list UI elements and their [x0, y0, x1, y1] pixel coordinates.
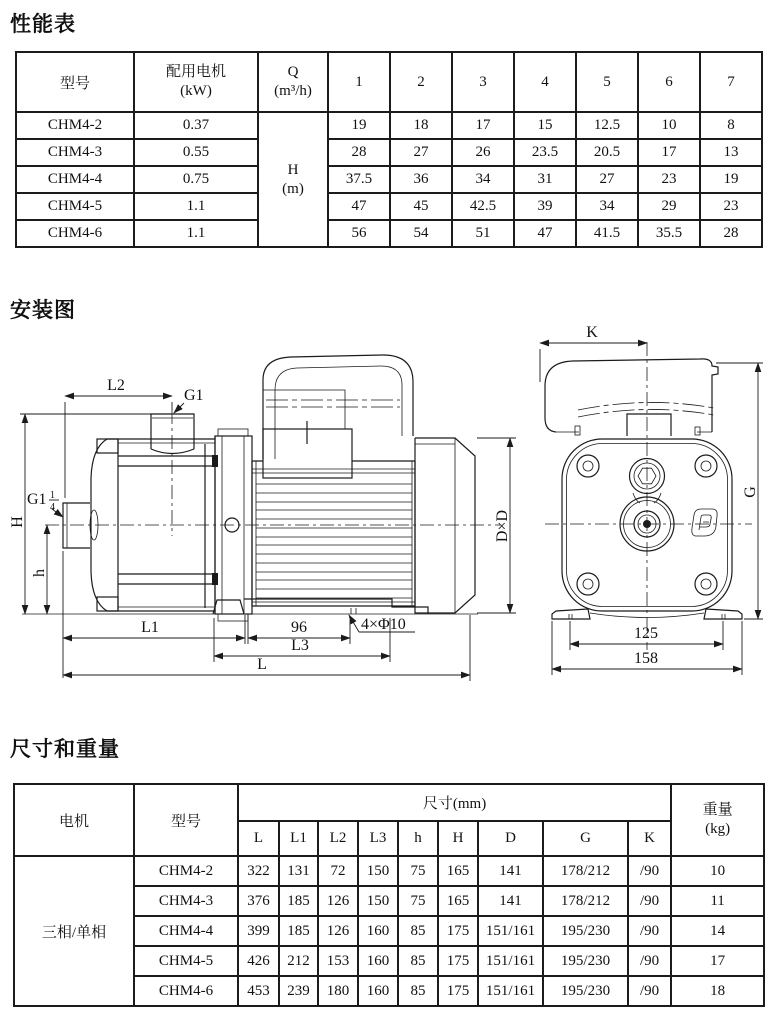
value-cell: /90	[628, 916, 671, 946]
value-cell: 15	[514, 112, 576, 139]
dim-label-96: 96	[291, 619, 307, 636]
value-cell: 126	[318, 916, 358, 946]
value-cell: 18	[390, 112, 452, 139]
table-row	[14, 856, 764, 886]
col-G: G	[543, 821, 628, 856]
table-row	[16, 220, 762, 247]
value-cell: 151/161	[478, 976, 543, 1006]
weight-cell: 18	[671, 976, 764, 1006]
weight-cell: 10	[671, 856, 764, 886]
value-cell: 131	[279, 856, 318, 886]
col-D: D	[478, 821, 543, 856]
col-flow-1: 1	[328, 52, 390, 112]
dim-label-H: H	[9, 516, 26, 528]
value-cell: 56	[328, 220, 390, 247]
value-cell: 426	[238, 946, 279, 976]
value-cell: 27	[390, 139, 452, 166]
value-cell: 178/212	[543, 886, 628, 916]
table-row	[16, 166, 762, 193]
dimensions-table	[13, 783, 765, 1007]
model-cell: CHM4-6	[16, 220, 134, 247]
value-cell: 195/230	[543, 976, 628, 1006]
pump-side-view	[22, 355, 500, 621]
value-cell: 23.5	[514, 139, 576, 166]
model-cell: CHM4-2	[16, 112, 134, 139]
value-cell: 35.5	[638, 220, 700, 247]
value-cell: 180	[318, 976, 358, 1006]
value-cell: 39	[514, 193, 576, 220]
value-cell: 8	[700, 112, 762, 139]
dim-label-DxD: D×D	[494, 509, 511, 543]
value-cell: 150	[358, 856, 398, 886]
col-L: L	[238, 821, 279, 856]
value-cell: 45	[390, 193, 452, 220]
kw-cell: 1.1	[134, 193, 258, 220]
dim-label-bolt-holes: 4×Φ10	[361, 616, 406, 633]
dim-label-G1-quarter: G1	[27, 491, 47, 508]
value-cell: 54	[390, 220, 452, 247]
model-cell: CHM4-6	[134, 976, 238, 1006]
value-cell: 376	[238, 886, 279, 916]
value-cell: 150	[358, 886, 398, 916]
value-cell: 399	[238, 916, 279, 946]
section-title-performance: 性能表	[10, 13, 76, 36]
dim-label-h: h	[31, 569, 48, 577]
value-cell: 27	[576, 166, 638, 193]
value-cell: 10	[638, 112, 700, 139]
kw-cell: 0.75	[134, 166, 258, 193]
value-cell: 17	[452, 112, 514, 139]
motor-type-cell: 三相/单相	[14, 856, 134, 1006]
value-cell: 12.5	[576, 112, 638, 139]
dim-label-L2: L2	[107, 377, 125, 394]
value-cell: /90	[628, 976, 671, 1006]
value-cell: /90	[628, 856, 671, 886]
value-cell: 23	[638, 166, 700, 193]
model-cell: CHM4-4	[134, 916, 238, 946]
col-motor: 配用电机 (kW)	[134, 52, 258, 112]
col-h: h	[398, 821, 438, 856]
col-L3: L3	[358, 821, 398, 856]
model-cell: CHM4-4	[16, 166, 134, 193]
value-cell: 28	[328, 139, 390, 166]
weight-cell: 17	[671, 946, 764, 976]
model-cell: CHM4-5	[134, 946, 238, 976]
value-cell: /90	[628, 946, 671, 976]
kw-cell: 0.55	[134, 139, 258, 166]
value-cell: 195/230	[543, 946, 628, 976]
dim-label-G: G	[742, 486, 759, 498]
value-cell: 13	[700, 139, 762, 166]
dim-label-K: K	[586, 326, 598, 341]
col-flow-6: 6	[638, 52, 700, 112]
table-row	[16, 139, 762, 166]
value-cell: 19	[328, 112, 390, 139]
value-cell: 72	[318, 856, 358, 886]
table-row	[16, 193, 762, 220]
value-cell: 126	[318, 886, 358, 916]
weight-cell: 14	[671, 916, 764, 946]
value-cell: 153	[318, 946, 358, 976]
value-cell: 34	[452, 166, 514, 193]
value-cell: 37.5	[328, 166, 390, 193]
dim-label-G1: G1	[184, 387, 204, 404]
table-header-row	[14, 784, 764, 821]
kw-cell: 0.37	[134, 112, 258, 139]
col-flow-4: 4	[514, 52, 576, 112]
value-cell: 175	[438, 916, 478, 946]
value-cell: 160	[358, 976, 398, 1006]
value-cell: 34	[576, 193, 638, 220]
value-cell: 178/212	[543, 856, 628, 886]
value-cell: 212	[279, 946, 318, 976]
value-cell: 31	[514, 166, 576, 193]
col-H: H	[438, 821, 478, 856]
value-cell: 42.5	[452, 193, 514, 220]
dim-label-125: 125	[634, 625, 658, 642]
value-cell: 47	[514, 220, 576, 247]
value-cell: 41.5	[576, 220, 638, 247]
table-row	[16, 112, 762, 139]
end-view-dimensions	[540, 326, 763, 675]
model-cell: CHM4-3	[16, 139, 134, 166]
value-cell: 26	[452, 139, 514, 166]
col-flow-7: 7	[700, 52, 762, 112]
col-L2: L2	[318, 821, 358, 856]
col-model: 型号	[16, 52, 134, 112]
col-model: 型号	[134, 784, 238, 856]
col-flow: Q (m³/h)	[258, 52, 328, 112]
value-cell: 141	[478, 886, 543, 916]
col-dimensions-group: 尺寸(mm)	[238, 784, 671, 821]
value-cell: 85	[398, 946, 438, 976]
section-title-dimensions: 尺寸和重量	[10, 738, 120, 761]
value-cell: 185	[279, 886, 318, 916]
value-cell: 36	[390, 166, 452, 193]
dim-label-L1: L1	[141, 619, 159, 636]
value-cell: 141	[478, 856, 543, 886]
value-cell: 23	[700, 193, 762, 220]
col-weight: 重量 (kg)	[671, 784, 764, 856]
value-cell: 29	[638, 193, 700, 220]
value-cell: 75	[398, 886, 438, 916]
brand-logo	[692, 509, 717, 536]
value-cell: 47	[328, 193, 390, 220]
value-cell: 151/161	[478, 916, 543, 946]
pump-end-view	[545, 342, 752, 650]
value-cell: 28	[700, 220, 762, 247]
installation-diagram	[0, 326, 780, 703]
value-cell: 195/230	[543, 916, 628, 946]
value-cell: 185	[279, 916, 318, 946]
col-L1: L1	[279, 821, 318, 856]
kw-cell: 1.1	[134, 220, 258, 247]
value-cell: 175	[438, 946, 478, 976]
col-flow-5: 5	[576, 52, 638, 112]
col-flow-2: 2	[390, 52, 452, 112]
model-cell: CHM4-2	[134, 856, 238, 886]
value-cell: 151/161	[478, 946, 543, 976]
col-motor: 电机	[14, 784, 134, 856]
dim-label-L: L	[257, 656, 267, 673]
performance-table	[15, 51, 763, 248]
dim-label-L3: L3	[291, 637, 309, 654]
model-cell: CHM4-5	[16, 193, 134, 220]
section-title-installation: 安装图	[10, 299, 76, 322]
model-cell: CHM4-3	[134, 886, 238, 916]
value-cell: 322	[238, 856, 279, 886]
value-cell: 75	[398, 856, 438, 886]
value-cell: 165	[438, 856, 478, 886]
value-cell: 160	[358, 946, 398, 976]
value-cell: 51	[452, 220, 514, 247]
dim-label-158: 158	[634, 650, 658, 667]
table-header-row	[16, 52, 762, 112]
value-cell: 85	[398, 976, 438, 1006]
col-K: K	[628, 821, 671, 856]
value-cell: 20.5	[576, 139, 638, 166]
value-cell: /90	[628, 886, 671, 916]
col-flow-3: 3	[452, 52, 514, 112]
svg-text:4: 4	[50, 502, 55, 513]
value-cell: 453	[238, 976, 279, 1006]
value-cell: 160	[358, 916, 398, 946]
weight-cell: 11	[671, 886, 764, 916]
value-cell: 17	[638, 139, 700, 166]
value-cell: 165	[438, 886, 478, 916]
value-cell: 175	[438, 976, 478, 1006]
svg-text:1: 1	[50, 490, 55, 501]
value-cell: 85	[398, 916, 438, 946]
head-unit-cell: H (m)	[258, 112, 328, 247]
value-cell: 239	[279, 976, 318, 1006]
value-cell: 19	[700, 166, 762, 193]
